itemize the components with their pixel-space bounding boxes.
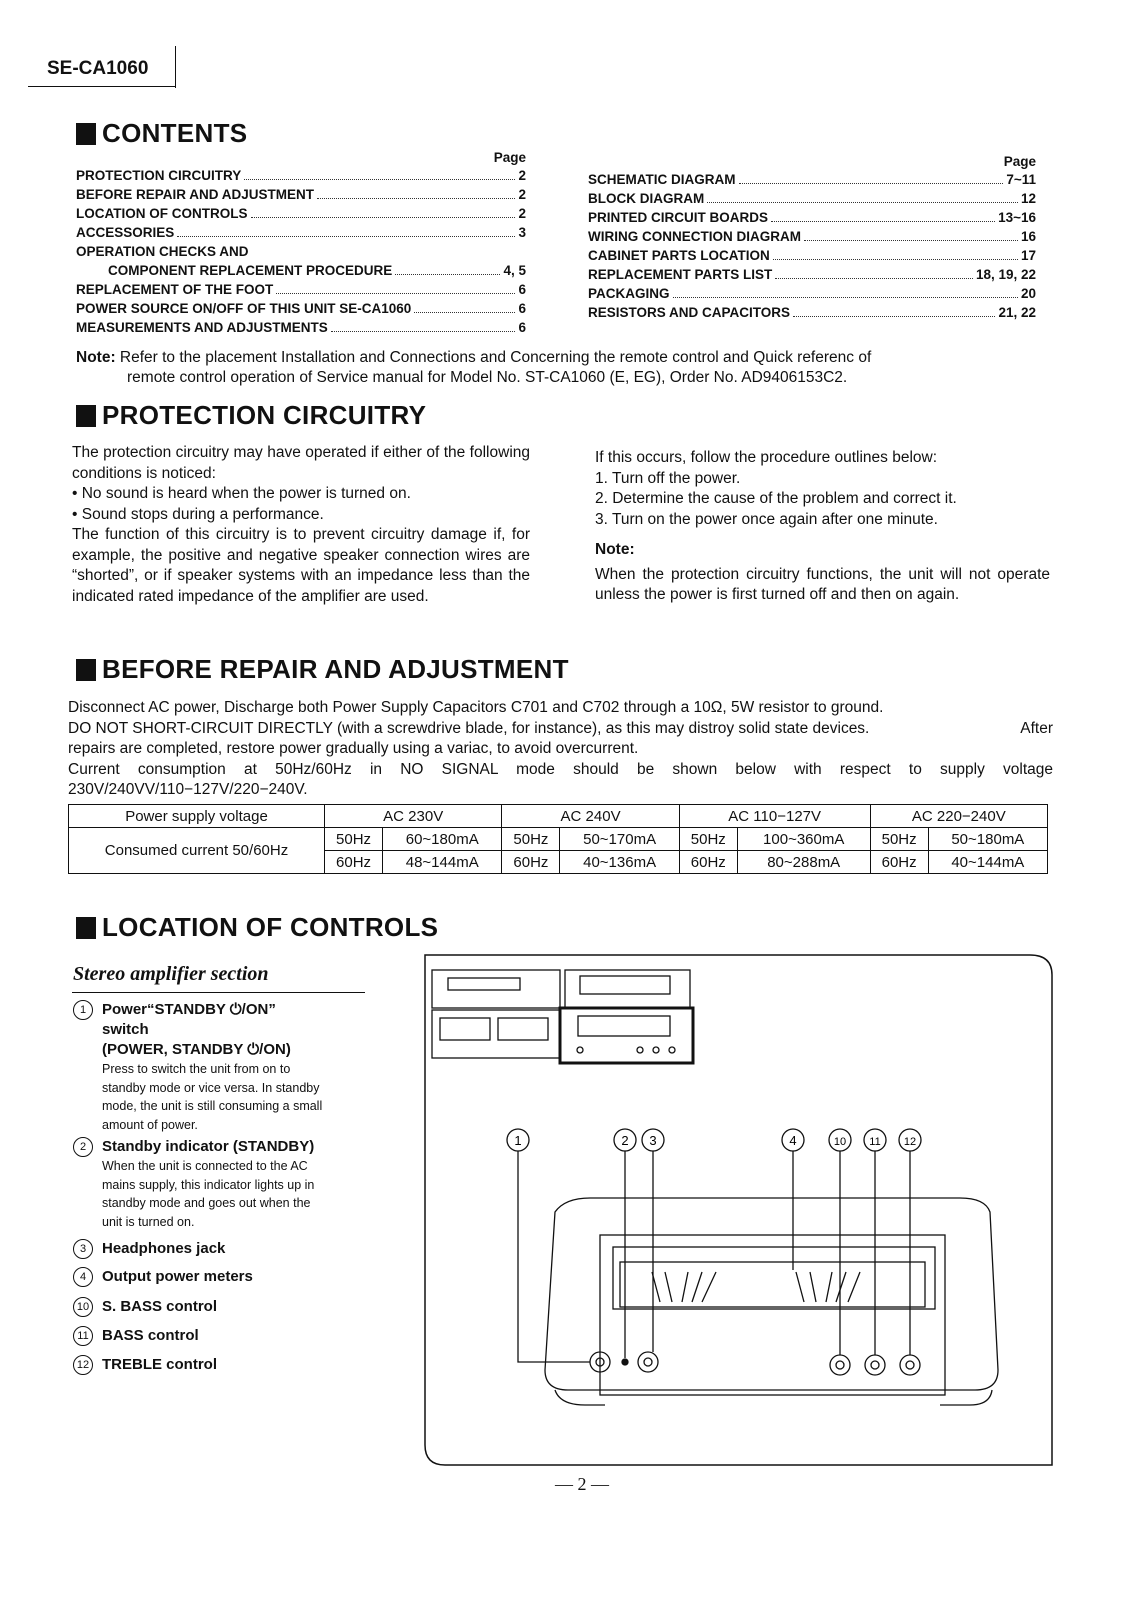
note-block bbox=[76, 348, 1076, 388]
table-cell: 50~180mA bbox=[928, 828, 1047, 851]
control-desc: mode, the unit is still consuming a small bbox=[102, 1099, 323, 1113]
voltage-header: AC 110−127V bbox=[679, 805, 870, 828]
control-item bbox=[73, 1267, 373, 1287]
toc-entry-page: 4, 5 bbox=[503, 263, 526, 278]
toc-dot-leader bbox=[793, 316, 995, 317]
toc-entry-label: SCHEMATIC DIAGRAM bbox=[588, 172, 736, 187]
toc-entry-page: 21, 22 bbox=[998, 305, 1036, 320]
toc-entry-page: 6 bbox=[518, 320, 526, 335]
protection-intro: The protection circuitry may have operated if either of the following conditions is noticed: bbox=[72, 444, 530, 482]
controls-list bbox=[73, 1000, 373, 1375]
toc-entry-page: 7~11 bbox=[1006, 172, 1036, 187]
toc-entry bbox=[76, 263, 526, 282]
section-bullet bbox=[76, 659, 96, 681]
toc-entry-label: MEASUREMENTS AND ADJUSTMENTS bbox=[76, 320, 328, 335]
toc-entry-label: LOCATION OF CONTROLS bbox=[76, 206, 248, 221]
toc-dot-leader bbox=[707, 202, 1018, 203]
callout-number: 11 bbox=[869, 1136, 881, 1148]
table-cell: 50~170mA bbox=[560, 828, 679, 851]
toc-entry-page: 3 bbox=[518, 225, 526, 240]
toc-dot-leader bbox=[395, 274, 500, 275]
control-desc: standby mode or vice versa. In standby bbox=[102, 1080, 320, 1095]
toc-dot-leader bbox=[414, 312, 515, 313]
toc-entry-page: 6 bbox=[518, 301, 526, 316]
toc-entry-label: POWER SOURCE ON/OFF OF THIS UNIT SE-CA1060 bbox=[76, 301, 412, 316]
control-title: BASS control bbox=[102, 1327, 199, 1344]
protection-note-label: Note: bbox=[595, 541, 635, 558]
repair-line-end: After bbox=[1020, 719, 1053, 737]
toc-right bbox=[588, 154, 1036, 324]
note-line1: Refer to the placement Installation and Connections and Concerning the remote control and Quick referenc of bbox=[119, 349, 872, 366]
toc-entry bbox=[76, 320, 526, 339]
toc-entry-page: 17 bbox=[1020, 248, 1036, 263]
table-cell: 60Hz bbox=[679, 851, 737, 874]
page-column-label: Page bbox=[493, 150, 526, 165]
toc-entry-label: ACCESSORIES bbox=[76, 225, 175, 240]
control-title: Output power meters bbox=[102, 1268, 253, 1285]
callout-number: 3 bbox=[73, 1239, 93, 1259]
toc-dot-leader bbox=[804, 240, 1018, 241]
amplifier-illustration bbox=[420, 950, 1060, 1470]
toc-entry bbox=[76, 225, 526, 244]
procedure-intro: If this occurs, follow the procedure outlines below: bbox=[595, 449, 938, 466]
toc-left bbox=[76, 150, 526, 339]
table-cell: 80~288mA bbox=[737, 851, 870, 874]
subsection-rule bbox=[72, 992, 365, 993]
table-cell: 60~180mA bbox=[383, 828, 502, 851]
repair-line: 230V/240VV/110−127V/220−240V. bbox=[68, 781, 308, 798]
control-item bbox=[73, 1239, 373, 1259]
protection-heading: PROTECTION CIRCUITRY bbox=[76, 400, 426, 431]
toc-entry-page: 12 bbox=[1020, 191, 1036, 206]
callout-number: 1 bbox=[514, 1133, 522, 1148]
toc-dot-leader bbox=[244, 179, 515, 180]
toc-dot-leader bbox=[177, 236, 515, 237]
section-bullet bbox=[76, 917, 96, 939]
toc-entry-label: PACKAGING bbox=[588, 286, 670, 301]
table-header: Power supply voltage bbox=[69, 805, 325, 828]
callout-number: 4 bbox=[789, 1133, 797, 1148]
toc-entry-label: PRINTED CIRCUIT BOARDS bbox=[588, 210, 769, 225]
control-desc: Press to switch the unit from on to bbox=[102, 1062, 291, 1076]
toc-entry bbox=[588, 286, 1036, 305]
control-desc: When the unit is connected to the AC bbox=[102, 1159, 308, 1173]
control-desc: standby mode and goes out when the bbox=[102, 1196, 311, 1210]
toc-dot-leader bbox=[775, 278, 973, 279]
toc-entry-page: 2 bbox=[518, 206, 526, 221]
toc-entry-page: 16 bbox=[1020, 229, 1036, 244]
toc-entry bbox=[588, 191, 1036, 210]
system-thumbnail bbox=[432, 970, 693, 1063]
toc-entry-label: REPLACEMENT OF THE FOOT bbox=[76, 282, 274, 297]
toc-entry bbox=[76, 301, 526, 320]
protection-body: The function of this circuitry is to prevent circuitry damage if, for example, the positive and negative speaker connection wires are “shorted”, or if speaker systems with an impedance less than the indicated rated impedance of the amplifier are used. bbox=[72, 526, 530, 605]
callout-labels bbox=[507, 1129, 921, 1151]
callout-number: 10 bbox=[833, 1136, 847, 1148]
protection-bullet: • Sound stops during a performance. bbox=[72, 505, 324, 523]
power-supply-table bbox=[68, 804, 1048, 874]
repair-line: repairs are completed, restore power gradually using a variac, to avoid overcurrent. bbox=[68, 740, 639, 757]
procedure-step: 1. Turn off the power. bbox=[595, 469, 741, 487]
table-cell: 50Hz bbox=[325, 828, 383, 851]
table-cell: 40~144mA bbox=[928, 851, 1047, 874]
toc-dot-leader bbox=[771, 221, 995, 222]
toc-entry-label: BEFORE REPAIR AND ADJUSTMENT bbox=[76, 187, 315, 202]
toc-entry bbox=[588, 210, 1036, 229]
control-item bbox=[73, 1137, 373, 1231]
toc-entry-page: 20 bbox=[1020, 286, 1036, 301]
control-title: S. BASS control bbox=[102, 1298, 218, 1315]
row-label: Consumed current 50/60Hz bbox=[69, 828, 325, 874]
procedure-step: 2. Determine the cause of the problem and correct it. bbox=[595, 490, 957, 507]
toc-entry-label: REPLACEMENT PARTS LIST bbox=[588, 267, 773, 282]
callout-number: 11 bbox=[73, 1326, 93, 1346]
toc-entry bbox=[76, 168, 526, 187]
callout-lines bbox=[518, 1150, 910, 1362]
toc-entry bbox=[76, 187, 526, 206]
control-item bbox=[73, 1326, 373, 1346]
toc-entry bbox=[588, 267, 1036, 286]
toc-entry-page: 2 bbox=[518, 187, 526, 202]
callout-number: 4 bbox=[73, 1267, 93, 1287]
protection-right bbox=[595, 448, 1050, 606]
header-divider bbox=[175, 46, 176, 88]
toc-dot-leader bbox=[331, 331, 516, 332]
callout-number: 1 bbox=[73, 1000, 93, 1020]
callout-number: 2 bbox=[621, 1133, 629, 1148]
subsection-title: Stereo amplifier section bbox=[73, 963, 269, 985]
repair-line: Disconnect AC power, Discharge both Power Supply Capacitors C701 and C702 through a 10Ω, 5W resistor to ground. bbox=[68, 699, 884, 716]
protection-left bbox=[72, 443, 530, 607]
contents-heading: CONTENTS bbox=[76, 118, 247, 149]
callout-number: 2 bbox=[73, 1137, 93, 1157]
toc-dot-leader bbox=[251, 217, 516, 218]
toc-entry-label: PROTECTION CIRCUITRY bbox=[76, 168, 242, 183]
repair-line: Current consumption at 50Hz/60Hz in NO SIGNAL mode should be shown below with respect to supply voltage bbox=[68, 760, 1053, 778]
toc-entry-page: 6 bbox=[518, 282, 526, 297]
toc-dot-leader bbox=[739, 183, 1004, 184]
toc-entry bbox=[588, 172, 1036, 191]
toc-entry bbox=[588, 248, 1036, 267]
table-cell: 60Hz bbox=[325, 851, 383, 874]
note-line2: remote control operation of Service manual for Model No. ST-CA1060 (E, EG), Order No. AD9406153C2. bbox=[127, 369, 848, 386]
toc-entry-label: CABINET PARTS LOCATION bbox=[588, 248, 770, 263]
section-bullet bbox=[76, 405, 96, 427]
before-repair-text bbox=[68, 698, 1053, 801]
control-title: Power“STANDBY ⏻/ON” bbox=[102, 1001, 276, 1018]
protection-note-body: When the protection circuitry functions, the unit will not operate unless the power is first turned off and then on again. bbox=[595, 565, 1050, 603]
toc-entry bbox=[76, 206, 526, 225]
section-bullet bbox=[76, 123, 96, 145]
toc-entry bbox=[588, 229, 1036, 248]
table-cell: 50Hz bbox=[870, 828, 928, 851]
voltage-header: AC 240V bbox=[502, 805, 679, 828]
table-cell: 50Hz bbox=[679, 828, 737, 851]
location-heading: LOCATION OF CONTROLS bbox=[76, 912, 438, 943]
control-title: TREBLE control bbox=[102, 1356, 217, 1373]
note-label: Note: bbox=[76, 349, 116, 366]
callout-number: 10 bbox=[73, 1297, 93, 1317]
control-title: switch bbox=[102, 1021, 149, 1038]
repair-line: DO NOT SHORT-CIRCUIT DIRECTLY (with a screwdrive blade, for instance), as this may distroy solid state devices. bbox=[68, 719, 870, 737]
control-title: Headphones jack bbox=[102, 1240, 226, 1257]
toc-dot-leader bbox=[317, 198, 515, 199]
toc-dot-leader bbox=[773, 259, 1018, 260]
protection-bullet: • No sound is heard when the power is turned on. bbox=[72, 485, 411, 502]
toc-dot-leader bbox=[673, 297, 1018, 298]
table-cell: 50Hz bbox=[502, 828, 560, 851]
control-desc: mains supply, this indicator lights up in bbox=[102, 1177, 315, 1192]
table-cell: 40~136mA bbox=[560, 851, 679, 874]
control-item bbox=[73, 1355, 373, 1375]
toc-entry bbox=[588, 305, 1036, 324]
toc-entry bbox=[76, 244, 526, 263]
control-item bbox=[73, 1297, 373, 1317]
toc-entry-label: RESISTORS AND CAPACITORS bbox=[588, 305, 791, 320]
table-cell: 48~144mA bbox=[383, 851, 502, 874]
procedure-step: 3. Turn on the power once again after one minute. bbox=[595, 510, 938, 528]
toc-entry-label: COMPONENT REPLACEMENT PROCEDURE bbox=[108, 263, 393, 278]
before-repair-heading: BEFORE REPAIR AND ADJUSTMENT bbox=[76, 654, 569, 685]
voltage-header: AC 220−240V bbox=[870, 805, 1047, 828]
control-title: (POWER, STANDBY ⏻/ON) bbox=[102, 1041, 291, 1058]
table-cell: 60Hz bbox=[502, 851, 560, 874]
table-cell: 100~360mA bbox=[737, 828, 870, 851]
header-rule bbox=[28, 86, 176, 87]
toc-entry-label: WIRING CONNECTION DIAGRAM bbox=[588, 229, 801, 244]
toc-entry-page: 18, 19, 22 bbox=[975, 267, 1036, 282]
illustration-frame bbox=[425, 955, 1052, 1465]
model-number: SE-CA1060 bbox=[47, 58, 149, 79]
toc-entry-page: 13~16 bbox=[998, 210, 1036, 225]
toc-entry-label: OPERATION CHECKS AND bbox=[76, 244, 249, 259]
control-desc: unit is turned on. bbox=[102, 1214, 195, 1229]
callout-number: 12 bbox=[73, 1355, 93, 1375]
toc-entry bbox=[76, 282, 526, 301]
control-item bbox=[73, 1000, 373, 1134]
table-cell: 60Hz bbox=[870, 851, 928, 874]
toc-dot-leader bbox=[276, 293, 515, 294]
page-number: — 2 — bbox=[555, 1474, 609, 1494]
amplifier-front bbox=[545, 1198, 998, 1405]
callout-number: 12 bbox=[903, 1136, 917, 1148]
page-column-label: Page bbox=[1003, 154, 1036, 169]
control-title: Standby indicator (STANDBY) bbox=[102, 1138, 315, 1155]
voltage-header: AC 230V bbox=[325, 805, 502, 828]
toc-entry-page: 2 bbox=[518, 168, 526, 183]
callout-number: 3 bbox=[649, 1133, 657, 1148]
toc-entry-label: BLOCK DIAGRAM bbox=[588, 191, 705, 206]
control-desc: amount of power. bbox=[102, 1117, 198, 1132]
